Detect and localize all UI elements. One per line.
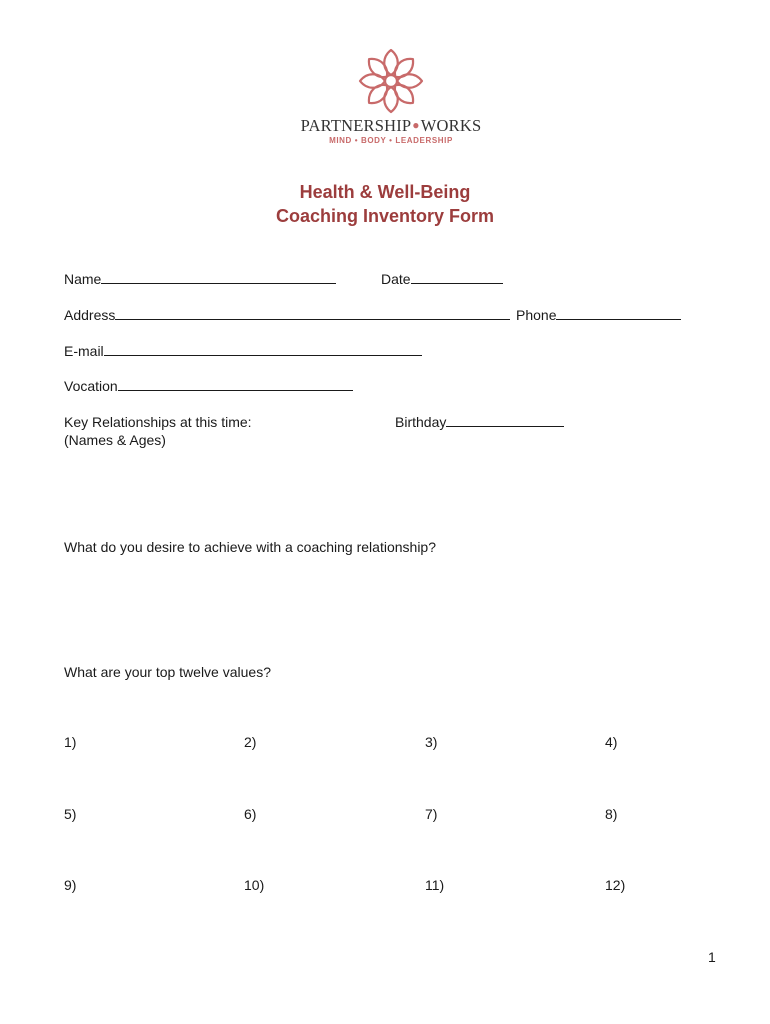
value-number: 2) (244, 734, 257, 750)
birthday-field[interactable] (395, 413, 564, 431)
value-number: 5) (64, 806, 77, 822)
value-number: 6) (244, 806, 257, 822)
vocation-line[interactable] (118, 377, 353, 391)
date-label: Date (381, 271, 411, 287)
value-number: 3) (425, 734, 438, 750)
name-label: Name (64, 271, 102, 287)
brand-tagline: MIND • BODY • LEADERSHIP (329, 136, 453, 145)
phone-field[interactable] (516, 306, 681, 324)
email-line[interactable] (104, 342, 422, 356)
birthday-line[interactable] (446, 413, 564, 427)
value-number: 11) (425, 877, 445, 893)
brand-name-left: PARTNERSHIP (300, 116, 412, 135)
birthday-label: Birthday (395, 414, 447, 430)
phone-label: Phone (516, 307, 557, 323)
question-top-values: What are your top twelve values? (64, 664, 271, 680)
vocation-label: Vocation (64, 378, 118, 394)
address-field[interactable] (64, 306, 510, 324)
key-relationships-label: Key Relationships at this time: (64, 414, 252, 430)
form-title-line2: Coaching Inventory Form (275, 206, 495, 226)
brand-name-right: WORKS (420, 116, 482, 135)
phone-line[interactable] (556, 306, 681, 320)
email-field[interactable] (64, 342, 422, 360)
value-number: 8) (605, 806, 618, 822)
lotus-flower-icon (358, 46, 424, 116)
brand-name (280, 116, 502, 136)
name-field[interactable] (64, 270, 336, 288)
form-title-line1: Health & Well-Being (299, 182, 471, 202)
date-line[interactable] (411, 270, 503, 284)
page-number: 1 (708, 949, 716, 965)
value-number: 4) (605, 734, 618, 750)
value-number: 1) (64, 734, 77, 750)
names-ages-label: (Names & Ages) (64, 432, 166, 448)
email-label: E-mail (64, 343, 104, 359)
value-number: 12) (605, 877, 626, 893)
address-label: Address (64, 307, 116, 323)
value-number: 10) (244, 877, 265, 893)
address-line[interactable] (115, 306, 510, 320)
brand-separator-dot: ● (412, 118, 420, 132)
name-line[interactable] (101, 270, 336, 284)
question-coaching-goal: What do you desire to achieve with a coaching relationship? (64, 539, 436, 555)
date-field[interactable] (381, 270, 503, 288)
vocation-field[interactable] (64, 377, 353, 395)
value-number: 9) (64, 877, 77, 893)
value-number: 7) (425, 806, 438, 822)
